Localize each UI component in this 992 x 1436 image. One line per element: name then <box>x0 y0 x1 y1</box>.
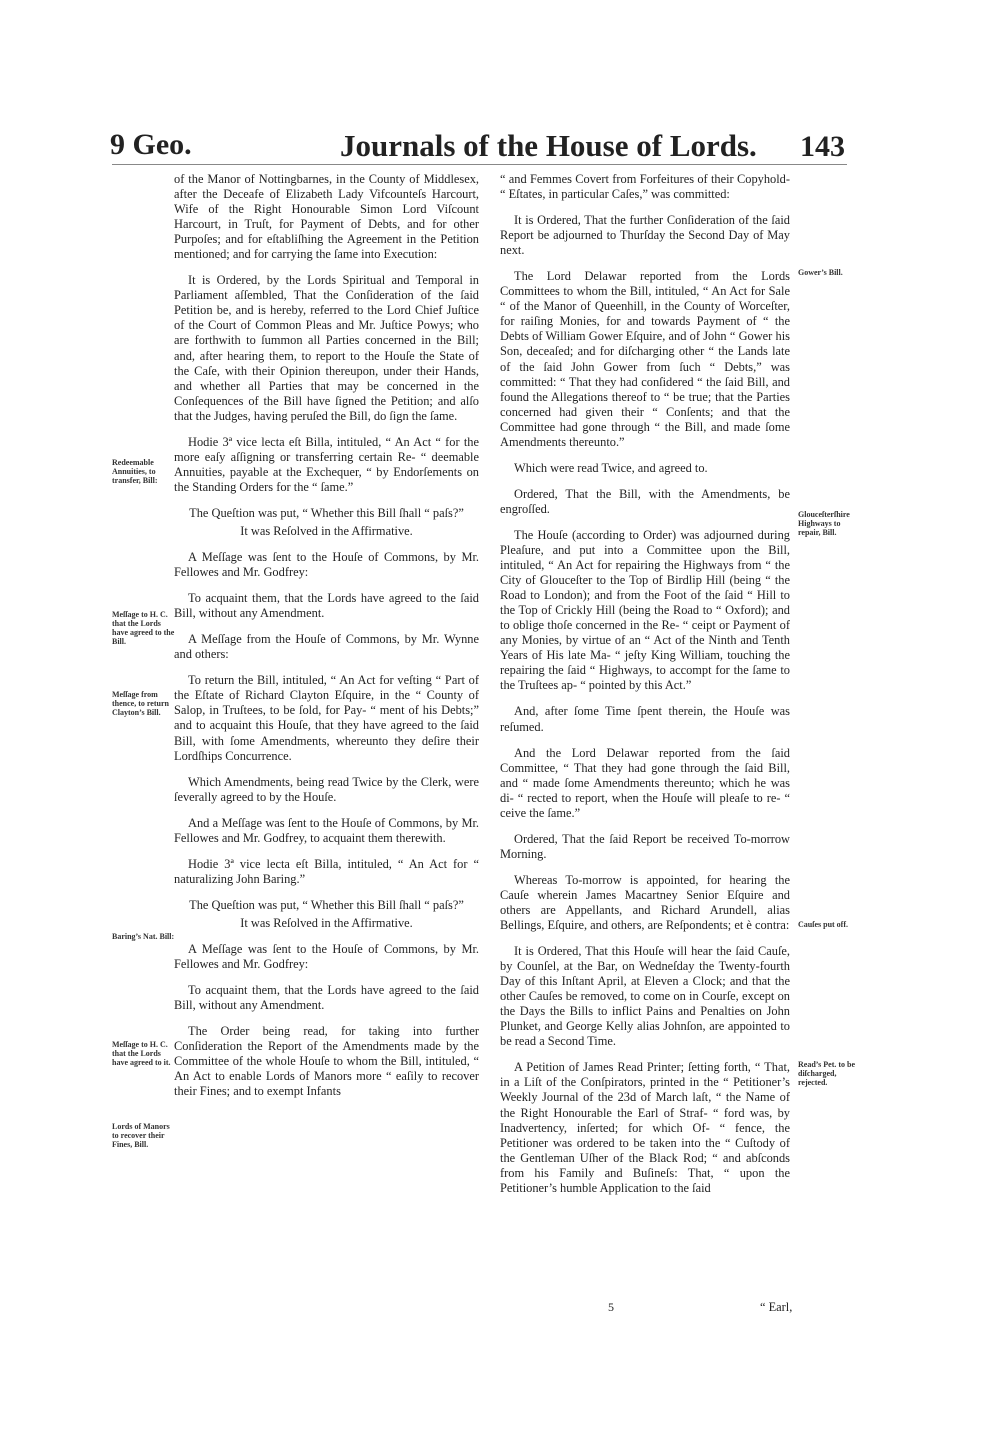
paragraph: To return the Bill, intituled, “ An Act for veſting “ Part of the Eſtate of Richard Clayton Eſquire, in the “ County of Salop, in Truſtees, to be ſold, for Pay- “ ment of his Debts;” and to acquaint this Houſe, that they have agreed to the ſaid Bill, with ſome Amendments, whereunto they deſire their Lordſhips Concurrence. <box>174 673 479 763</box>
running-header <box>110 128 845 168</box>
paragraph: A Meſſage was ſent to the Houſe of Commons, by Mr. Fellowes and Mr. Godfrey: <box>174 941 479 972</box>
paragraph: Whereas To-morrow is appointed, for hearing the Cauſe wherein James Macartney Senior Eſquire and others are Appellants, and Richard Arundell, alias Bellings, Eſquire, and others, are Reſpondents; et è contra: <box>500 872 790 933</box>
paragraph: It is Ordered, by the Lords Spiritual and Temporal in Parliament aſſembled, That the Conſideration of the ſaid Petition be, and is hereby, referred to the Lord Chief Juſtice of the Court of Common Pleas and Mr. Juſtice Powys; who are forthwith to ſummon all Parties concerned in the Bill; and, after hearing them, to report to the Houſe the State of the Caſe, with their Opinion thereupon, under their Hands, and whether all Parties that may be concerned in the Conſequences of the Bill have ſigned the Petition; and alſo that the Judges, having peruſed the Bill, do ſign the ſame. <box>174 273 479 423</box>
paragraph: And, after ſome Time ſpent therein, the Houſe was reſumed. <box>500 704 790 734</box>
paragraph: Hodie 3ª vice lecta eſt Billa, intituled, “ An Act “ for the more eaſy aſſigning or transferring certain Re- “ deemable Annuities, payable at the Exchequer, “ by Endorſements on the Standing Orders for the “ ſame.” <box>174 434 479 494</box>
left-column <box>174 172 479 1110</box>
paragraph: A Meſſage was ſent to the Houſe of Commons, by Mr. Fellowes and Mr. Godfrey: <box>174 550 479 580</box>
paragraph: It was Reſolved in the Affirmative. <box>240 915 413 930</box>
paragraph: It is Ordered, That the further Conſideration of the ſaid Report be adjourned to Thurſday the Second Day of May next. <box>500 213 790 258</box>
regnal-year: 9 Geo. <box>110 128 192 161</box>
paragraph: It is Ordered, That this Houſe will hear the ſaid Cauſe, by Counſel, at the Bar, on Wedneſday the Twenty-fourth Day of this Inſtant April, at Eleven a Clock; and that the other Cauſes be removed, to come on in Courſe, except on the Days the Bills to inflict Pains and Penalties on John Plunket, and George Kelly alias Johnſon, are appointed to be read a Second Time. <box>500 944 790 1049</box>
paragraph: A Meſſage from the Houſe of Commons, by Mr. Wynne and others: <box>174 632 479 662</box>
paragraph: And a Meſſage was ſent to the Houſe of Commons, by Mr. Fellowes and Mr. Godfrey, to acquaint them therewith. <box>174 815 479 845</box>
paragraph: And the Lord Delawar reported from the ſaid Committee, “ That they had gone through the ſaid Bill, and “ made ſome Amendments thereunto; which he was di- “ rected to report, when the Houſe will pleaſe to re- “ ceive the ſame.” <box>500 745 790 820</box>
paragraph: “ and Femmes Covert from Forfeitures of their Copyhold- “ Eſtates, in particular Caſes,” was committed: <box>500 172 790 202</box>
paragraph: To acquaint them, that the Lords have agreed to the ſaid Bill, without any Amendment. <box>174 591 479 621</box>
margin-note-reads-pet: Read’s Pet. to be diſcharged, rejected. <box>798 1060 856 1087</box>
margin-note-redeemable: Redeemable Annuities, to transfer, Bill: <box>112 458 158 485</box>
margin-note-gowers: Gower’s Bill. <box>798 268 843 277</box>
paragraph: Ordered, That the Bill, with the Amendments, be engroſſed. <box>500 486 790 516</box>
margin-note-causes: Cauſes put off. <box>798 920 849 929</box>
margin-note-message-from: Meſſage from thence, to return Clayton’s Bill. <box>112 690 169 717</box>
paragraph: To acquaint them, that the Lords have agreed to the ſaid Bill, without any Amendment. <box>174 983 479 1013</box>
paragraph: The Queſtion was put, “ Whether this Bill ſhall “ paſs?” <box>189 505 464 520</box>
paragraph: Ordered, That the ſaid Report be received To-morrow Morning. <box>500 831 790 861</box>
paragraph: Hodie 3ª vice lecta eſt Billa, intituled, “ An Act for “ naturalizing John Baring.” <box>174 856 479 886</box>
journal-title: Journals of the House of Lords. <box>340 128 757 163</box>
paragraph: The Queſtion was put, “ Whether this Bill ſhall “ paſs?” <box>189 897 464 912</box>
catchword: “ Earl, <box>760 1300 793 1314</box>
paragraph: The Houſe (according to Order) was adjourned during Pleaſure, and put into a Committee upon the Bill, intituled, “ An Act for repairing the Highways from “ the City of Glouceſter to the Top of Birdlip Hill (being “ the Road to London); and from the Foot of the ſaid “ Hill to the Top of Crickly Hill (being the Road to “ Oxford); and to oblige thoſe concerned in the Re- “ ceipt or Payment of any Monies, by virtue of an “ Act of the Ninth and Tenth Years of His late Ma- “ jeſty King William, touching the repairing the ſaid “ Highways, to accompt for the ſame to the Truſtees ap- “ pointed by this Act.” <box>500 527 790 693</box>
margin-note-barings: Baring’s Nat. Bill: <box>112 932 175 941</box>
paragraph: The Lord Delawar reported from the Lords Committees to whom the Bill, intituled, “ An Act for Sale “ of the Manor of Queenhill, in the County of Worceſter, for raiſing Monies, for and towards Payment of “ the Debts of William Gower Eſquire, and of John “ Gower his Son, deceaſed; and for diſcharging other “ the Lands late of the ſaid John Gower from ſuch “ Debts,” was committed: “ That they had conſidered “ the ſaid Bill, and found the Allegations thereof to “ be true; that the Parties concerned had given their “ Conſents; and that the Committee had gone through “ the Bill, and made ſome Amendments thereunto.” <box>500 269 790 449</box>
paragraph: A Petition of James Read Printer; ſetting forth, “ That, in a Liſt of the Conſpirators, printed in the “ Petitioner’s Weekly Journal of the 23d of March laſt, “ the Name of the Right Honourable the Earl of Straf- “ ford was, by Inadvertency, inſerted; for which Of- “ fence, the Petitioner was ordered to be taken into the “ Cuſtody of the Gentleman Uſher of the Black Rod; “ and abſconds from his Family and Buſineſs: That, “ upon the Petitioner’s humble Application to the ſaid <box>500 1060 790 1195</box>
page-number: 143 <box>800 130 845 163</box>
margin-note-message-hc-2: Meſſage to H. C. that the Lords have agreed to it. <box>112 1040 171 1067</box>
paragraph: It was Reſolved in the Affirmative. <box>240 523 413 538</box>
header-rule <box>112 164 847 165</box>
signature-mark: 5 <box>608 1300 614 1314</box>
paragraph: Which were read Twice, and agreed to. <box>514 460 708 475</box>
margin-note-gloucester: Glouceſterſhire Highways to repair, Bill. <box>798 510 850 537</box>
paragraph: of the Manor of Nottingbarnes, in the County of Middlesex, after the Deceafe of Elizabeth Lady Vifcounteſs Harcourt, Wife of the Right Honourable Simon Lord Viſcount Harcourt, in Truſt, for Payment of Debts, and for other Purpoſes; and for eſtabliſhing the Agreement in the Petition mentioned; and for carrying the ſame into Execution: <box>174 172 479 262</box>
right-column <box>500 172 790 1207</box>
margin-note-lords-manors: Lords of Manors to recover their Fines, Bill. <box>112 1122 170 1149</box>
margin-note-message-hc-1: Meſſage to H. C. that the Lords have agreed to the Bill. <box>112 610 175 646</box>
paragraph: Which Amendments, being read Twice by the Clerk, were ſeverally agreed to by the Houſe. <box>174 774 479 804</box>
paragraph: The Order being read, for taking into further Conſideration the Report of the Amendments made by the Committee of the whole Houſe to whom the Bill, intituled, “ An Act to enable Lords of Manors more “ eaſily to recover their Fines; and to exempt Infants <box>174 1024 479 1099</box>
